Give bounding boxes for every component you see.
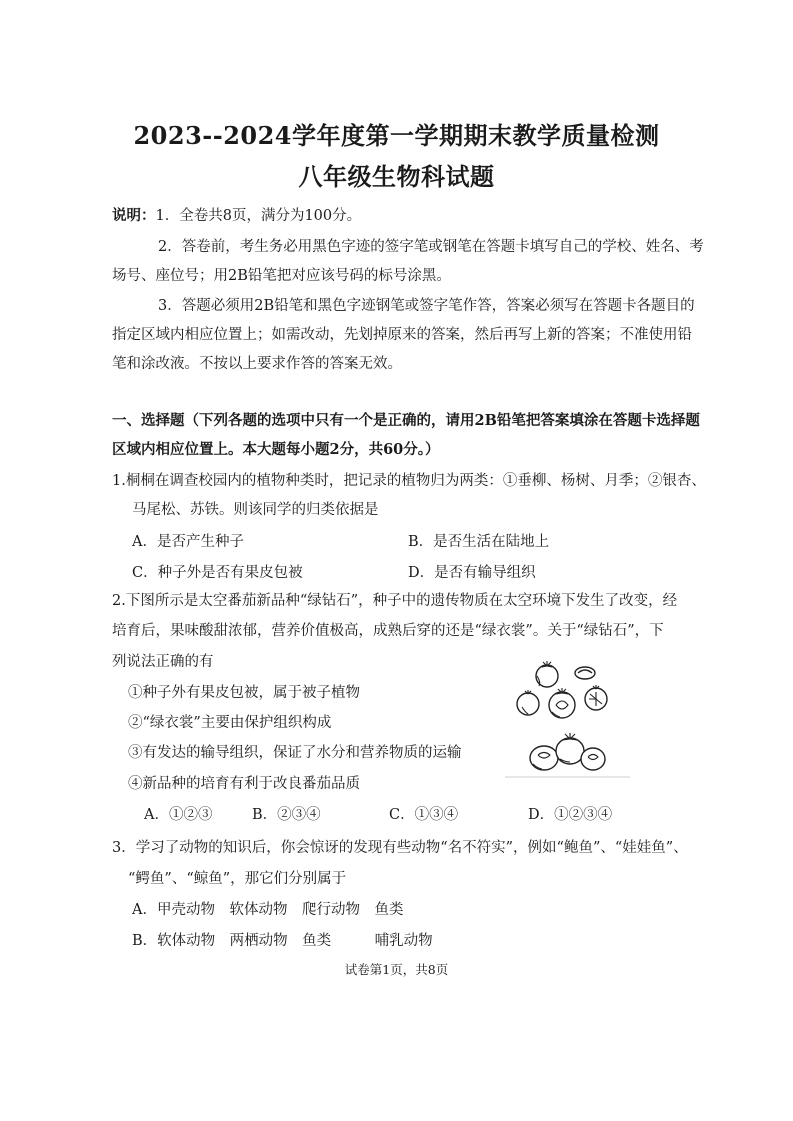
instruction-item-3-line-1: 3．答题必须用2B铅笔和黑色字迹钢笔或签字笔作答，答案必须写在答题卡各题目的: [158, 298, 695, 314]
q3-stem-line-1: 3．学习了动物的知识后，你会惊讶的发现有些动物“名不符实”，例如“鲍鱼”、“娃娃鱼”、: [112, 840, 688, 856]
q2-statement-1: ①种子外有果皮包被，属于被子植物: [128, 685, 360, 701]
section-heading-line-2: 区域内相应位置上。本大题每小题2分，共60分。）: [112, 441, 440, 458]
instruction-item-3-line-3: 笔和涂改液。不按以上要求作答的答案无效。: [112, 356, 402, 372]
instruction-item-1: 1．全卷共8页，满分为100分。: [155, 208, 362, 224]
tomatoes-illustration-icon: [500, 655, 635, 780]
q1-option-a: A．是否产生种子: [132, 534, 244, 550]
instructions-label: 说明：: [112, 207, 156, 224]
q3-option-a: A．甲壳动物 软体动物 爬行动物 鱼类: [132, 902, 404, 918]
q1-stem-line-1: 1.桐桐在调查校园内的植物种类时，把记录的植物归为两类：①垂柳、杨树、月季；②银杏、: [112, 473, 706, 489]
q1-option-c: C．种子外是否有果皮包被: [132, 565, 303, 581]
q3-stem-line-2: “鳄鱼”、“鲸鱼”，那它们分别属于: [128, 871, 347, 887]
page-footer: 试卷第1页，共8页: [344, 962, 449, 977]
q2-option-d: D．①②③④: [528, 807, 613, 823]
q2-option-b: B．②③④: [252, 807, 321, 823]
instruction-item-2-line-1: 2．答卷前，考生务必用黑色字迹的签字笔或钢笔在答题卡填写自己的学校、姓名、考: [158, 239, 704, 255]
instruction-item-3-line-2: 指定区域内相应位置上；如需改动，先划掉原来的答案，然后再写上新的答案；不准使用铅: [112, 327, 692, 343]
q1-option-d: D．是否有输导组织: [408, 565, 536, 581]
q2-stem-line-3: 列说法正确的有: [112, 654, 214, 670]
instruction-item-2-line-2: 场号、座位号；用2B铅笔把对应该号码的标号涂黑。: [112, 268, 451, 284]
q2-statement-2: ②“绿衣裳”主要由保护组织构成: [128, 715, 332, 731]
q2-stem-line-2: 培育后，果味酸甜浓郁，营养价值极高，成熟后穿的还是“绿衣裳”。关于“绿钻石”，下: [112, 623, 664, 639]
q2-statement-4: ④新品种的培育有利于改良番茄品质: [128, 776, 360, 792]
instructions-line-1: [112, 207, 361, 225]
q3-option-b: B．软体动物 两栖动物 鱼类 哺乳动物: [132, 933, 433, 949]
q1-stem-line-2: 马尾松、苏铁。则该同学的归类依据是: [132, 502, 379, 518]
q2-stem-line-1: 2.下图所示是太空番茄新品种“绿钻石”，种子中的遗传物质在太空环境下发生了改变，经: [112, 593, 678, 609]
q2-option-c: C．①③④: [389, 807, 459, 823]
exam-subtitle: 八年级生物科试题: [298, 162, 495, 191]
exam-title: 2023--2024学年度第一学期期末教学质量检测: [133, 121, 660, 150]
q1-option-b: B．是否生活在陆地上: [408, 534, 550, 550]
section-heading-line-1: 一、选择题（下列各题的选项中只有一个是正确的，请用2B铅笔把答案填涂在答题卡选择题: [112, 412, 700, 429]
q2-option-a: A．①②③: [144, 807, 213, 823]
q2-statement-3: ③有发达的输导组织，保证了水分和营养物质的运输: [128, 745, 462, 761]
